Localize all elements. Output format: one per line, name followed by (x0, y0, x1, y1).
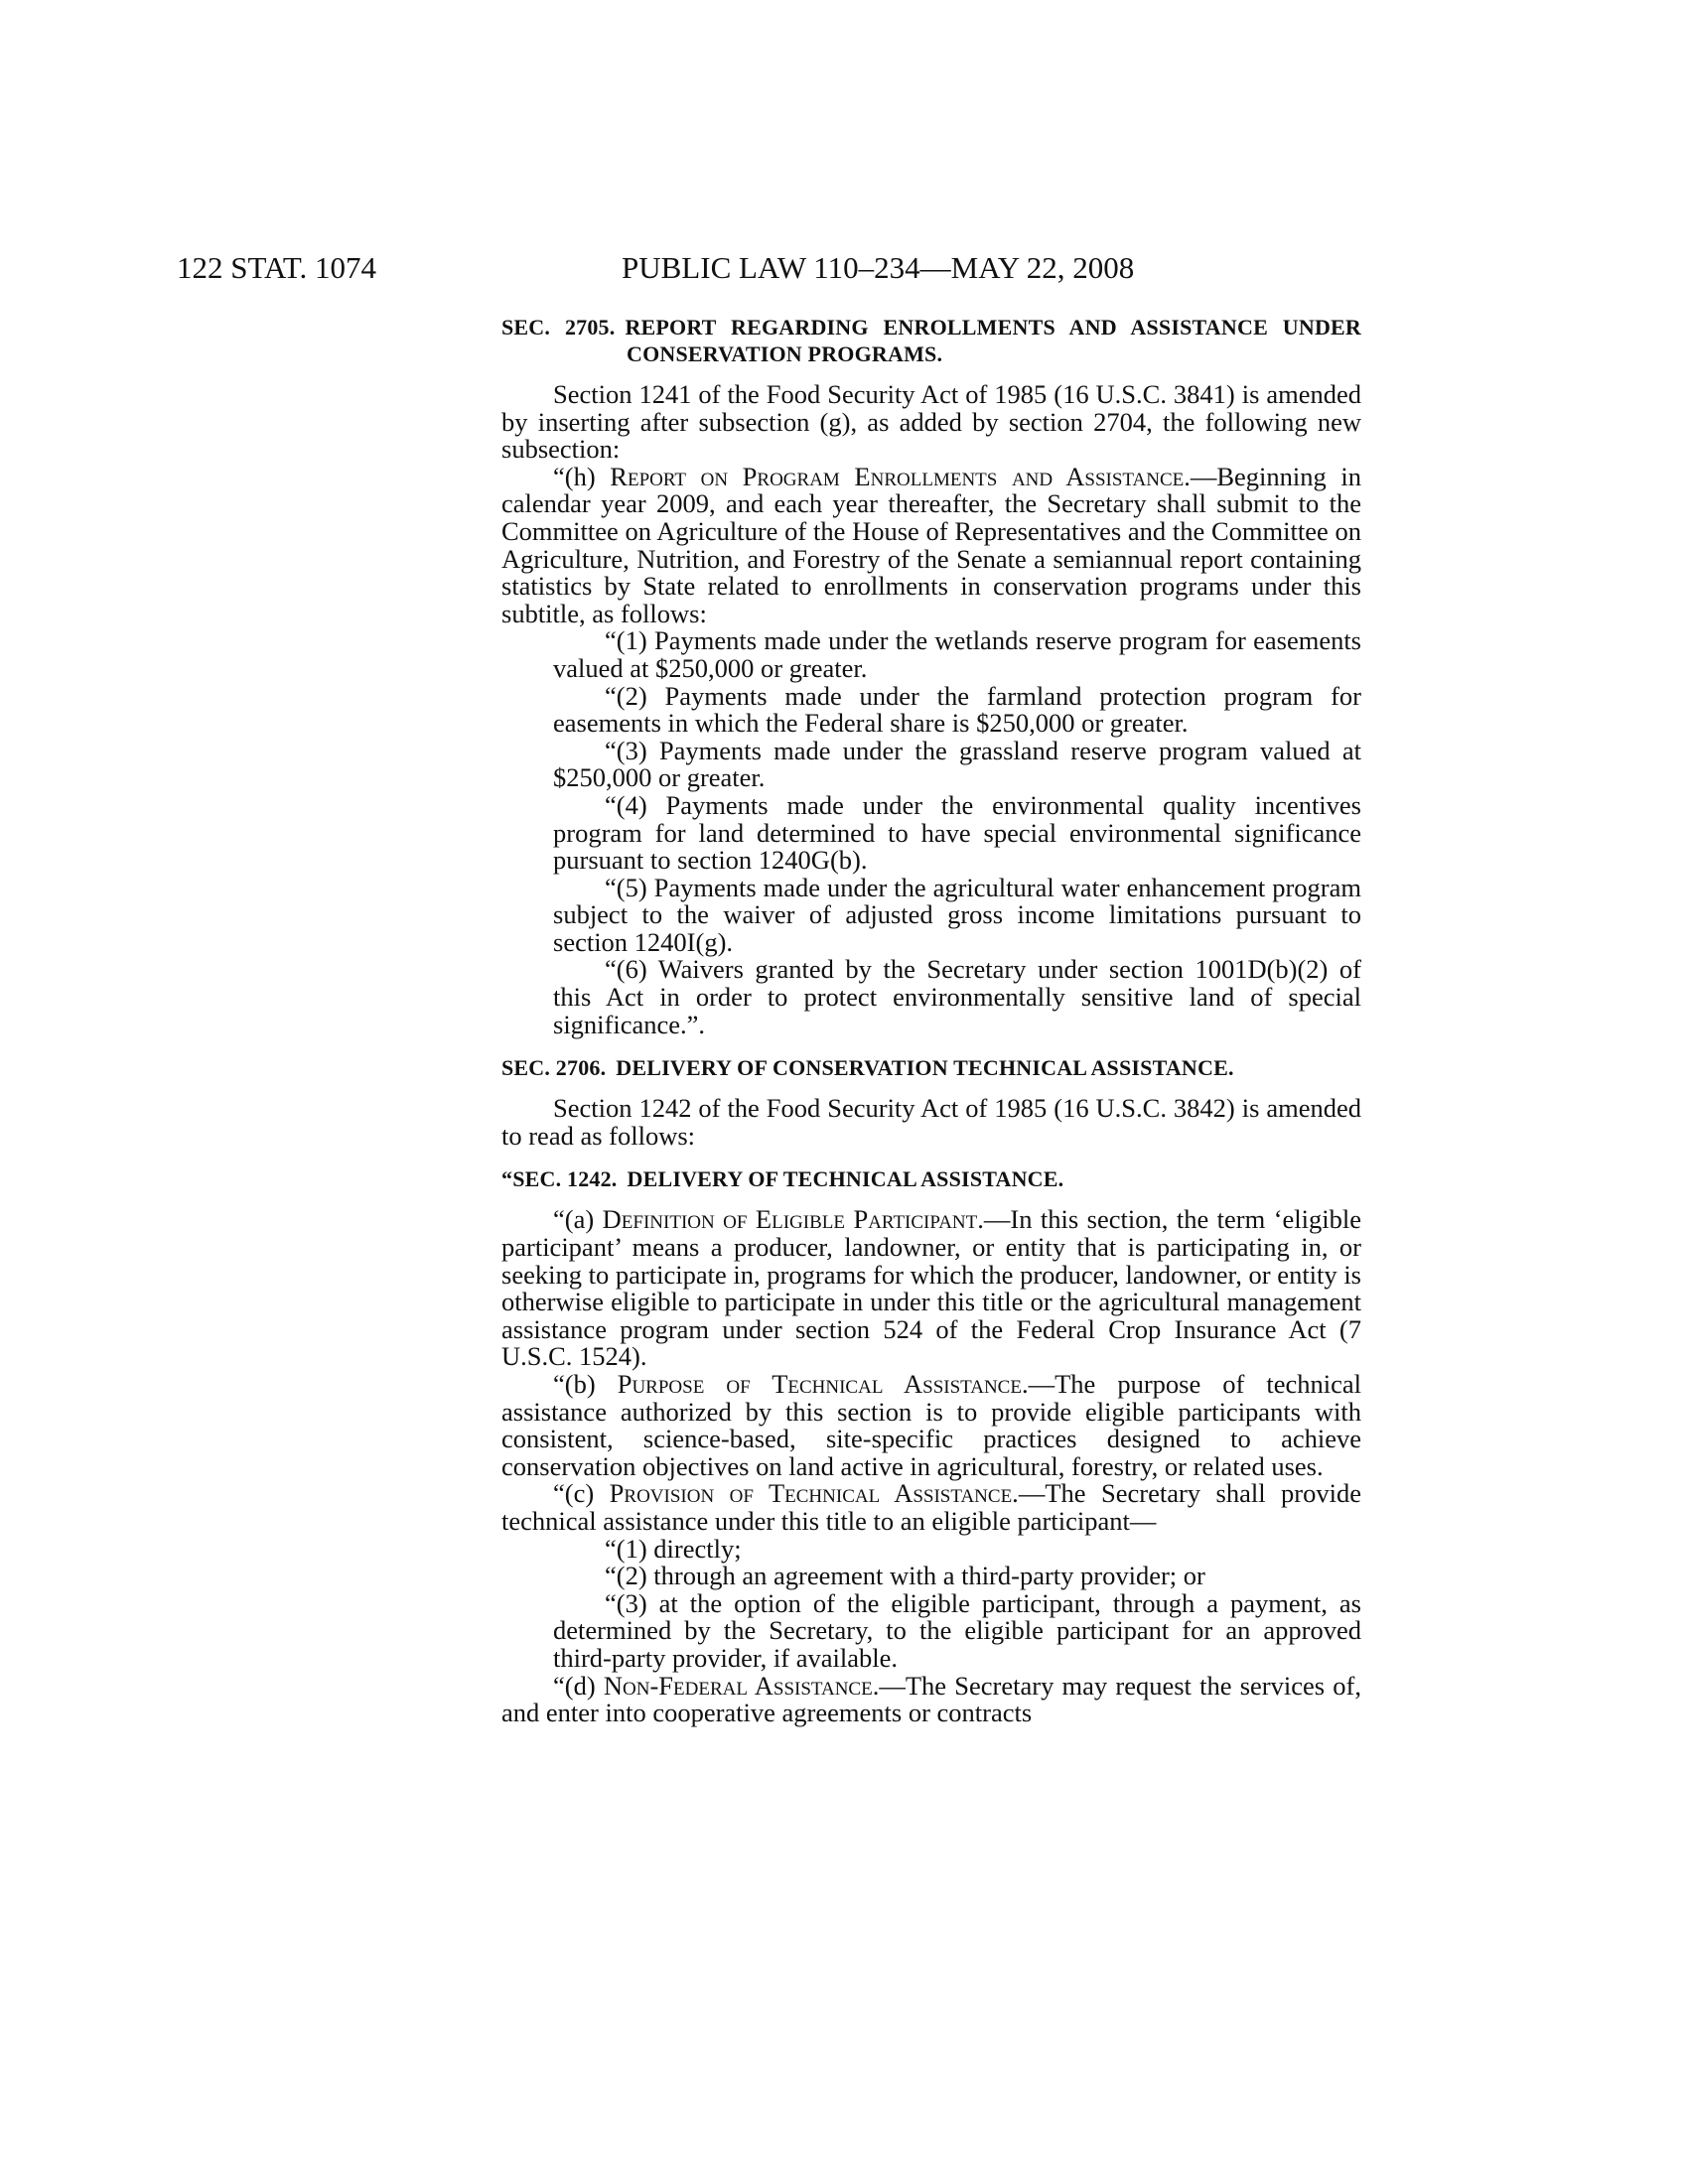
section-1242-heading (501, 1165, 1361, 1192)
list-item: “(1) Payments made under the wetlands reserve program for easements valued at $250,000 or greater. (553, 625, 1361, 683)
section-2706-heading (501, 1054, 1361, 1081)
list-item: “(2) through an agreement with a third-party provider; or (605, 1561, 1205, 1591)
subsection-c-text: —The Secretary shall provide technical assistance under this title to an eligible participant— (501, 1478, 1361, 1536)
list-item: “(5) Payments made under the agricultural water enhancement program subject to the waiver of adjusted gross income limitations pursuant to section 1240I(g). (553, 872, 1361, 957)
page-header (177, 248, 1368, 288)
page-body (501, 314, 1361, 1727)
subsection-d-heading: Non-Federal Assistance. (603, 1670, 880, 1701)
public-law-citation: PUBLIC LAW 110–234—MAY 22, 2008 (622, 250, 1135, 285)
subsection-h-heading: Report on Program Enrollments and Assistance. (610, 461, 1191, 491)
section-title: DELIVERY OF TECHNICAL ASSISTANCE. (627, 1166, 1064, 1192)
subsection-a-text: —In this section, the term ‘eligible participant’ means a producer, landowner, or entity that is participating in, or seeking to participate in, programs for which the producer, landowner, or entity is otherwise eligible to participate in under this title or the agricultural management assistance program under section 524 of the Federal Crop Insurance Act (7 U.S.C. 1524). (501, 1204, 1362, 1372)
list-item: “(6) Waivers granted by the Secretary under section 1001D(b)(2) of this Act in order to protect environmentally sensitive land of special significance.”. (553, 954, 1361, 1039)
subsection-c-label: “(c) (553, 1478, 595, 1509)
section-title: REPORT REGARDING ENROLLMENTS AND ASSISTANCE UNDER CONSERVATION PROGRAMS. (625, 315, 1362, 366)
section-title: DELIVERY OF CONSERVATION TECHNICAL ASSISTANCE. (616, 1055, 1234, 1081)
subsection-a (501, 1206, 1361, 1371)
list-item: “(2) Payments made under the farmland protection program for easements in which the Federal share is $250,000 or greater. (553, 680, 1361, 739)
subsection-c-heading: Provision of Technical Assistance. (609, 1478, 1019, 1509)
statute-page-reference: 122 STAT. 1074 (177, 250, 377, 285)
section-2705-intro: Section 1241 of the Food Security Act of 1985 (16 U.S.C. 3841) is amended by inserting after subsection (g), as added by section 2704, the following new subsection: (501, 379, 1361, 465)
subsection-d (501, 1670, 1361, 1728)
subsection-h-label: “(h) (553, 461, 596, 491)
subsection-a-heading: Definition of Eligible Participant. (602, 1204, 984, 1235)
subsection-a-label: “(a) (553, 1204, 595, 1235)
subsection-h-text: —Beginning in calendar year 2009, and each year thereafter, the Secretary shall submit to the Committee on Agriculture of the House of Representatives and the Committee on Agriculture, Nutrition, and Forestry of the Senate a semiannual report containing statistics by State related to enrollments in conservation programs under this subtitle, as follows: (501, 461, 1362, 628)
subsection-d-label: “(d) (553, 1670, 596, 1701)
section-number: SEC. 2705. (501, 315, 616, 340)
subsection-b (501, 1371, 1361, 1480)
subsection-c (501, 1480, 1361, 1535)
section-number: “SEC. 1242. (501, 1166, 618, 1192)
subsection-b-label: “(b) (553, 1369, 596, 1399)
section-2706-intro: Section 1242 of the Food Security Act of 1985 (16 U.S.C. 3842) is amended to read as follows: (501, 1093, 1361, 1151)
subsection-b-heading: Purpose of Technical Assistance. (617, 1369, 1029, 1399)
list-item: “(4) Payments made under the environmental quality incentives program for land determined to have special environmental significance pursuant to section 1240G(b). (553, 789, 1361, 876)
subsection-h (501, 461, 1362, 628)
section-2705-heading (501, 314, 1361, 367)
section-number: SEC. 2706. (501, 1055, 607, 1081)
list-item: “(3) at the option of the eligible participant, through a payment, as determined by the Secretary, to the eligible participant for an approved third-party provider, if available. (553, 1587, 1361, 1673)
subsection-d-text: —The Secretary may request the services of, and enter into cooperative agreements or contracts (501, 1670, 1361, 1728)
list-item: “(3) Payments made under the grassland reserve program valued at $250,000 or greater. (553, 735, 1361, 793)
list-item: “(1) directly; (605, 1533, 742, 1564)
subsection-b-text: —The purpose of technical assistance authorized by this section is to provide eligible participants with consistent, science-based, site-specific practices designed to achieve conservation objectives on land active in agricultural, forestry, or related uses. (501, 1369, 1362, 1481)
